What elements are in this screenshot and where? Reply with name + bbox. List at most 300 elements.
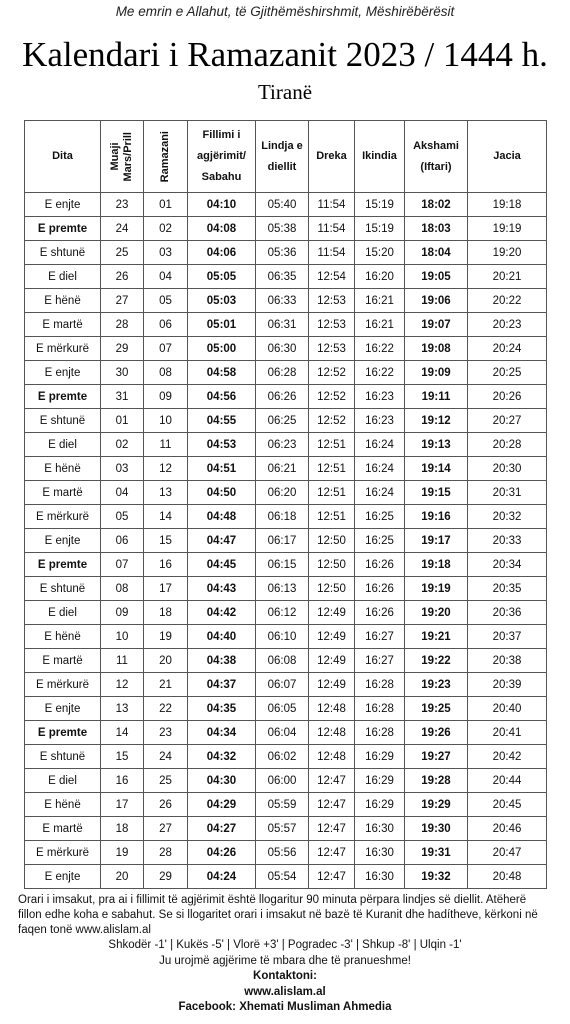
cell-maghrib: 19:08 <box>405 337 468 361</box>
cell-sunrise: 06:15 <box>256 553 309 577</box>
cell-ramazan-day: 20 <box>144 649 188 673</box>
cell-asr: 16:27 <box>355 649 405 673</box>
table-row <box>25 601 547 625</box>
cell-isha: 20:44 <box>468 769 547 793</box>
cell-fajr: 04:37 <box>188 673 256 697</box>
cell-date: 04 <box>101 481 144 505</box>
cell-day: E diel <box>25 433 101 457</box>
cell-fajr: 04:35 <box>188 697 256 721</box>
col-header-lindja-line1: Lindja e <box>261 139 303 152</box>
cell-sunrise: 06:07 <box>256 673 309 697</box>
table-row <box>25 673 547 697</box>
cell-ramazan-day: 06 <box>144 313 188 337</box>
table-row <box>25 265 547 289</box>
cell-maghrib: 19:07 <box>405 313 468 337</box>
cell-dhuhr: 12:52 <box>309 409 355 433</box>
cell-ramazan-day: 26 <box>144 793 188 817</box>
cell-date: 16 <box>101 769 144 793</box>
cell-ramazan-day: 21 <box>144 673 188 697</box>
cell-day: E mërkurë <box>25 673 101 697</box>
cell-sunrise: 06:18 <box>256 505 309 529</box>
table-row <box>25 769 547 793</box>
cell-ramazan-day: 11 <box>144 433 188 457</box>
cell-isha: 20:30 <box>468 457 547 481</box>
cell-isha: 20:42 <box>468 745 547 769</box>
cell-maghrib: 19:27 <box>405 745 468 769</box>
cell-date: 30 <box>101 361 144 385</box>
cell-fajr: 04:55 <box>188 409 256 433</box>
cell-isha: 20:39 <box>468 673 547 697</box>
cell-day: E mërkurë <box>25 505 101 529</box>
cell-day: E martë <box>25 817 101 841</box>
cell-day: E diel <box>25 265 101 289</box>
cell-ramazan-day: 01 <box>144 193 188 217</box>
cell-asr: 16:29 <box>355 769 405 793</box>
cell-asr: 16:26 <box>355 577 405 601</box>
cell-date: 11 <box>101 649 144 673</box>
cell-date: 02 <box>101 433 144 457</box>
col-header-ikindia: Ikindia <box>355 121 405 193</box>
cell-date: 24 <box>101 217 144 241</box>
cell-day: E diel <box>25 769 101 793</box>
cell-asr: 16:24 <box>355 433 405 457</box>
cell-isha: 20:31 <box>468 481 547 505</box>
cell-day: E premte <box>25 385 101 409</box>
cell-fajr: 05:01 <box>188 313 256 337</box>
cell-day: E martë <box>25 313 101 337</box>
col-header-ramazani <box>144 121 188 193</box>
col-header-dreka: Dreka <box>309 121 355 193</box>
cell-date: 20 <box>101 865 144 889</box>
table-row <box>25 529 547 553</box>
cell-dhuhr: 12:48 <box>309 745 355 769</box>
cell-day: E hënë <box>25 793 101 817</box>
col-header-muaji-line1: Muaji <box>109 142 121 171</box>
col-header-lindja-line2: diellit <box>267 160 297 173</box>
cell-dhuhr: 11:54 <box>309 241 355 265</box>
cell-fajr: 05:00 <box>188 337 256 361</box>
table-header-row <box>25 121 547 193</box>
cell-isha: 20:23 <box>468 313 547 337</box>
cell-maghrib: 19:22 <box>405 649 468 673</box>
cell-fajr: 04:26 <box>188 841 256 865</box>
cell-dhuhr: 12:49 <box>309 625 355 649</box>
cell-maghrib: 19:29 <box>405 793 468 817</box>
table-row <box>25 697 547 721</box>
cell-dhuhr: 12:49 <box>309 673 355 697</box>
cell-asr: 16:21 <box>355 313 405 337</box>
cell-fajr: 04:48 <box>188 505 256 529</box>
cell-date: 14 <box>101 721 144 745</box>
cell-maghrib: 19:11 <box>405 385 468 409</box>
cell-sunrise: 05:40 <box>256 193 309 217</box>
table-row <box>25 625 547 649</box>
cell-isha: 19:18 <box>468 193 547 217</box>
cell-sunrise: 05:57 <box>256 817 309 841</box>
cell-dhuhr: 11:54 <box>309 217 355 241</box>
table-row <box>25 481 547 505</box>
cell-fajr: 04:45 <box>188 553 256 577</box>
table-row <box>25 817 547 841</box>
cell-day: E enjte <box>25 697 101 721</box>
table-row <box>25 457 547 481</box>
col-header-akshami-line1: Akshami <box>413 139 459 152</box>
cell-ramazan-day: 15 <box>144 529 188 553</box>
col-header-muaji <box>101 121 144 193</box>
cell-sunrise: 06:02 <box>256 745 309 769</box>
cell-maghrib: 19:18 <box>405 553 468 577</box>
cell-sunrise: 06:12 <box>256 601 309 625</box>
cell-dhuhr: 12:47 <box>309 865 355 889</box>
cell-day: E hënë <box>25 457 101 481</box>
cell-fajr: 04:53 <box>188 433 256 457</box>
cell-asr: 16:23 <box>355 409 405 433</box>
cell-day: E shtunë <box>25 409 101 433</box>
cell-dhuhr: 11:54 <box>309 193 355 217</box>
cell-isha: 20:35 <box>468 577 547 601</box>
page-title: Kalendari i Ramazanit 2023 / 1444 h. <box>22 35 548 74</box>
table-row <box>25 433 547 457</box>
cell-maghrib: 19:32 <box>405 865 468 889</box>
cell-dhuhr: 12:48 <box>309 721 355 745</box>
cell-day: E hënë <box>25 625 101 649</box>
cell-ramazan-day: 02 <box>144 217 188 241</box>
cell-sunrise: 06:35 <box>256 265 309 289</box>
ramadan-calendar-table <box>24 120 547 889</box>
cell-fajr: 04:24 <box>188 865 256 889</box>
cell-ramazan-day: 13 <box>144 481 188 505</box>
footer <box>18 893 552 1016</box>
cell-asr: 16:24 <box>355 481 405 505</box>
cell-fajr: 04:42 <box>188 601 256 625</box>
cell-day: E enjte <box>25 865 101 889</box>
cell-sunrise: 05:56 <box>256 841 309 865</box>
cell-asr: 16:28 <box>355 721 405 745</box>
cell-dhuhr: 12:50 <box>309 529 355 553</box>
cell-ramazan-day: 10 <box>144 409 188 433</box>
table-row <box>25 241 547 265</box>
cell-fajr: 04:38 <box>188 649 256 673</box>
cell-maghrib: 19:21 <box>405 625 468 649</box>
cell-day: E mërkurë <box>25 337 101 361</box>
cell-isha: 20:41 <box>468 721 547 745</box>
cell-isha: 20:24 <box>468 337 547 361</box>
cell-sunrise: 06:23 <box>256 433 309 457</box>
cell-isha: 20:32 <box>468 505 547 529</box>
cell-fajr: 04:47 <box>188 529 256 553</box>
table-row <box>25 337 547 361</box>
table-row <box>25 313 547 337</box>
cell-maghrib: 19:06 <box>405 289 468 313</box>
cell-dhuhr: 12:50 <box>309 577 355 601</box>
cell-ramazan-day: 12 <box>144 457 188 481</box>
cell-date: 28 <box>101 313 144 337</box>
cell-ramazan-day: 07 <box>144 337 188 361</box>
cell-fajr: 04:08 <box>188 217 256 241</box>
cell-ramazan-day: 28 <box>144 841 188 865</box>
cell-day: E enjte <box>25 361 101 385</box>
table-row <box>25 721 547 745</box>
cell-fajr: 04:30 <box>188 769 256 793</box>
cell-date: 10 <box>101 625 144 649</box>
cell-maghrib: 19:19 <box>405 577 468 601</box>
cell-asr: 16:28 <box>355 673 405 697</box>
cell-dhuhr: 12:47 <box>309 841 355 865</box>
cell-asr: 16:21 <box>355 289 405 313</box>
cell-sunrise: 06:25 <box>256 409 309 433</box>
cell-isha: 20:34 <box>468 553 547 577</box>
cell-maghrib: 18:03 <box>405 217 468 241</box>
cell-day: E mërkurë <box>25 841 101 865</box>
cell-maghrib: 19:15 <box>405 481 468 505</box>
cell-sunrise: 05:36 <box>256 241 309 265</box>
cell-asr: 15:19 <box>355 193 405 217</box>
cell-ramazan-day: 29 <box>144 865 188 889</box>
city-subtitle: Tiranë <box>257 80 313 104</box>
cell-day: E shtunë <box>25 577 101 601</box>
cell-fajr: 04:40 <box>188 625 256 649</box>
cell-isha: 20:27 <box>468 409 547 433</box>
col-header-akshami <box>405 121 468 193</box>
col-header-sabahu-line2: agjërimit/ <box>197 150 246 162</box>
cell-dhuhr: 12:51 <box>309 457 355 481</box>
cell-asr: 16:27 <box>355 625 405 649</box>
cell-asr: 16:22 <box>355 361 405 385</box>
cell-sunrise: 06:13 <box>256 577 309 601</box>
cell-date: 05 <box>101 505 144 529</box>
cell-date: 23 <box>101 193 144 217</box>
cell-maghrib: 19:16 <box>405 505 468 529</box>
cell-maghrib: 19:28 <box>405 769 468 793</box>
cell-asr: 16:30 <box>355 817 405 841</box>
cell-dhuhr: 12:52 <box>309 361 355 385</box>
cell-dhuhr: 12:54 <box>309 265 355 289</box>
cell-maghrib: 19:20 <box>405 601 468 625</box>
cell-maghrib: 19:14 <box>405 457 468 481</box>
cell-day: E enjte <box>25 529 101 553</box>
cell-maghrib: 19:25 <box>405 697 468 721</box>
cell-ramazan-day: 18 <box>144 601 188 625</box>
cell-day: E diel <box>25 601 101 625</box>
cell-sunrise: 05:59 <box>256 793 309 817</box>
cell-dhuhr: 12:48 <box>309 697 355 721</box>
cell-dhuhr: 12:49 <box>309 649 355 673</box>
col-header-sabahu-line3: Sabahu <box>201 171 242 183</box>
col-header-ramazani-label: Ramazani <box>159 130 171 183</box>
table-row <box>25 289 547 313</box>
cell-isha: 20:38 <box>468 649 547 673</box>
cell-isha: 20:37 <box>468 625 547 649</box>
table-row <box>25 409 547 433</box>
cell-maghrib: 19:09 <box>405 361 468 385</box>
cell-isha: 20:36 <box>468 601 547 625</box>
col-header-lindja <box>256 121 309 193</box>
cell-isha: 20:26 <box>468 385 547 409</box>
cell-dhuhr: 12:47 <box>309 817 355 841</box>
cell-asr: 15:20 <box>355 241 405 265</box>
cell-isha: 20:48 <box>468 865 547 889</box>
cell-ramazan-day: 05 <box>144 289 188 313</box>
cell-maghrib: 19:13 <box>405 433 468 457</box>
table-body <box>25 193 547 889</box>
cell-date: 31 <box>101 385 144 409</box>
cell-fajr: 04:27 <box>188 817 256 841</box>
cell-maghrib: 18:02 <box>405 193 468 217</box>
cell-date: 19 <box>101 841 144 865</box>
cell-dhuhr: 12:53 <box>309 337 355 361</box>
cell-sunrise: 06:04 <box>256 721 309 745</box>
cell-ramazan-day: 04 <box>144 265 188 289</box>
table-row <box>25 649 547 673</box>
cell-maghrib: 19:30 <box>405 817 468 841</box>
facebook-line: Facebook: Xhemati Musliman Ahmedia <box>178 1001 392 1013</box>
table-row <box>25 217 547 241</box>
cell-fajr: 04:32 <box>188 745 256 769</box>
cell-maghrib: 19:17 <box>405 529 468 553</box>
cell-date: 18 <box>101 817 144 841</box>
cell-date: 09 <box>101 601 144 625</box>
cell-fajr: 04:06 <box>188 241 256 265</box>
cell-maghrib: 19:31 <box>405 841 468 865</box>
table-row <box>25 865 547 889</box>
cell-fajr: 04:34 <box>188 721 256 745</box>
cell-dhuhr: 12:52 <box>309 385 355 409</box>
cell-dhuhr: 12:53 <box>309 313 355 337</box>
cell-day: E premte <box>25 553 101 577</box>
cell-isha: 20:22 <box>468 289 547 313</box>
cell-asr: 16:25 <box>355 529 405 553</box>
cell-ramazan-day: 09 <box>144 385 188 409</box>
col-header-muaji-line2: Mars/Prill <box>122 131 134 182</box>
cell-asr: 16:25 <box>355 505 405 529</box>
cell-isha: 20:40 <box>468 697 547 721</box>
cell-maghrib: 19:05 <box>405 265 468 289</box>
cell-maghrib: 18:04 <box>405 241 468 265</box>
wish-line: Ju urojmë agjërime të mbara dhe të pranueshme! <box>159 954 411 967</box>
cell-sunrise: 06:28 <box>256 361 309 385</box>
cell-fajr: 04:29 <box>188 793 256 817</box>
table-row <box>25 793 547 817</box>
cell-sunrise: 06:00 <box>256 769 309 793</box>
cell-ramazan-day: 22 <box>144 697 188 721</box>
cell-ramazan-day: 27 <box>144 817 188 841</box>
cell-maghrib: 19:26 <box>405 721 468 745</box>
cell-date: 12 <box>101 673 144 697</box>
cell-sunrise: 06:20 <box>256 481 309 505</box>
col-header-dita: Dita <box>25 121 101 193</box>
cell-sunrise: 06:33 <box>256 289 309 313</box>
cell-ramazan-day: 23 <box>144 721 188 745</box>
imsak-note: Orari i imsakut, pra ai i fillimit të agjërimit është llogaritur 90 minuta përpara lindjes së diellit. Atëherë fillon edhe koha e sabahut. Se si llogaritet orari i imsakut në bazë të Kuranit dhe hadítheve, kërkoni në faqen tonë www.alislam.al <box>18 894 538 936</box>
cell-dhuhr: 12:49 <box>309 601 355 625</box>
cell-isha: 19:19 <box>468 217 547 241</box>
cell-date: 06 <box>101 529 144 553</box>
cell-fajr: 04:43 <box>188 577 256 601</box>
cell-fajr: 05:05 <box>188 265 256 289</box>
cell-dhuhr: 12:47 <box>309 793 355 817</box>
cell-day: E martë <box>25 481 101 505</box>
cell-maghrib: 19:12 <box>405 409 468 433</box>
cell-date: 17 <box>101 793 144 817</box>
col-header-akshami-line2: (Iftari) <box>420 160 452 173</box>
cell-ramazan-day: 16 <box>144 553 188 577</box>
cell-fajr: 04:58 <box>188 361 256 385</box>
cell-maghrib: 19:23 <box>405 673 468 697</box>
table-row <box>25 385 547 409</box>
cell-dhuhr: 12:51 <box>309 505 355 529</box>
cell-sunrise: 06:21 <box>256 457 309 481</box>
cell-isha: 20:45 <box>468 793 547 817</box>
cell-isha: 20:33 <box>468 529 547 553</box>
table-row <box>25 553 547 577</box>
cell-date: 26 <box>101 265 144 289</box>
cell-isha: 19:20 <box>468 241 547 265</box>
cell-day: E enjte <box>25 193 101 217</box>
cell-date: 27 <box>101 289 144 313</box>
table-row <box>25 361 547 385</box>
cell-asr: 16:22 <box>355 337 405 361</box>
basmala: Me emrin e Allahut, të Gjithëmëshirshmit, Mëshirëbërësit <box>115 4 455 19</box>
cell-asr: 16:20 <box>355 265 405 289</box>
cell-ramazan-day: 24 <box>144 745 188 769</box>
cell-asr: 16:24 <box>355 457 405 481</box>
col-header-sabahu-line1: Fillimi i <box>202 129 241 141</box>
cell-date: 03 <box>101 457 144 481</box>
cell-date: 13 <box>101 697 144 721</box>
contact-label: Kontaktoni: <box>253 970 317 982</box>
col-header-sabahu <box>188 121 256 193</box>
cell-sunrise: 06:26 <box>256 385 309 409</box>
cell-isha: 20:28 <box>468 433 547 457</box>
table-row <box>25 841 547 865</box>
cell-ramazan-day: 14 <box>144 505 188 529</box>
cell-asr: 16:30 <box>355 841 405 865</box>
cell-fajr: 04:56 <box>188 385 256 409</box>
cell-date: 29 <box>101 337 144 361</box>
cell-asr: 16:29 <box>355 793 405 817</box>
cell-asr: 16:28 <box>355 697 405 721</box>
table-row <box>25 745 547 769</box>
city-offsets: Shkodër -1' | Kukës -5' | Vlorë +3' | Pogradec -3' | Shkup -8' | Ulqin -1' <box>108 939 462 951</box>
cell-sunrise: 06:05 <box>256 697 309 721</box>
cell-dhuhr: 12:51 <box>309 481 355 505</box>
cell-fajr: 04:10 <box>188 193 256 217</box>
cell-isha: 20:47 <box>468 841 547 865</box>
cell-fajr: 04:50 <box>188 481 256 505</box>
table-row <box>25 577 547 601</box>
cell-asr: 16:26 <box>355 601 405 625</box>
cell-day: E shtunë <box>25 241 101 265</box>
cell-day: E martë <box>25 649 101 673</box>
website-link[interactable]: www.alislam.al <box>244 985 326 998</box>
cell-ramazan-day: 08 <box>144 361 188 385</box>
cell-date: 07 <box>101 553 144 577</box>
cell-sunrise: 05:38 <box>256 217 309 241</box>
cell-day: E shtunë <box>25 745 101 769</box>
cell-sunrise: 06:30 <box>256 337 309 361</box>
cell-fajr: 05:03 <box>188 289 256 313</box>
cell-day: E hënë <box>25 289 101 313</box>
cell-ramazan-day: 25 <box>144 769 188 793</box>
cell-asr: 16:29 <box>355 745 405 769</box>
col-header-jacia: Jacia <box>468 121 547 193</box>
table-row <box>25 505 547 529</box>
cell-sunrise: 06:17 <box>256 529 309 553</box>
cell-ramazan-day: 19 <box>144 625 188 649</box>
cell-date: 08 <box>101 577 144 601</box>
cell-sunrise: 06:10 <box>256 625 309 649</box>
cell-isha: 20:46 <box>468 817 547 841</box>
